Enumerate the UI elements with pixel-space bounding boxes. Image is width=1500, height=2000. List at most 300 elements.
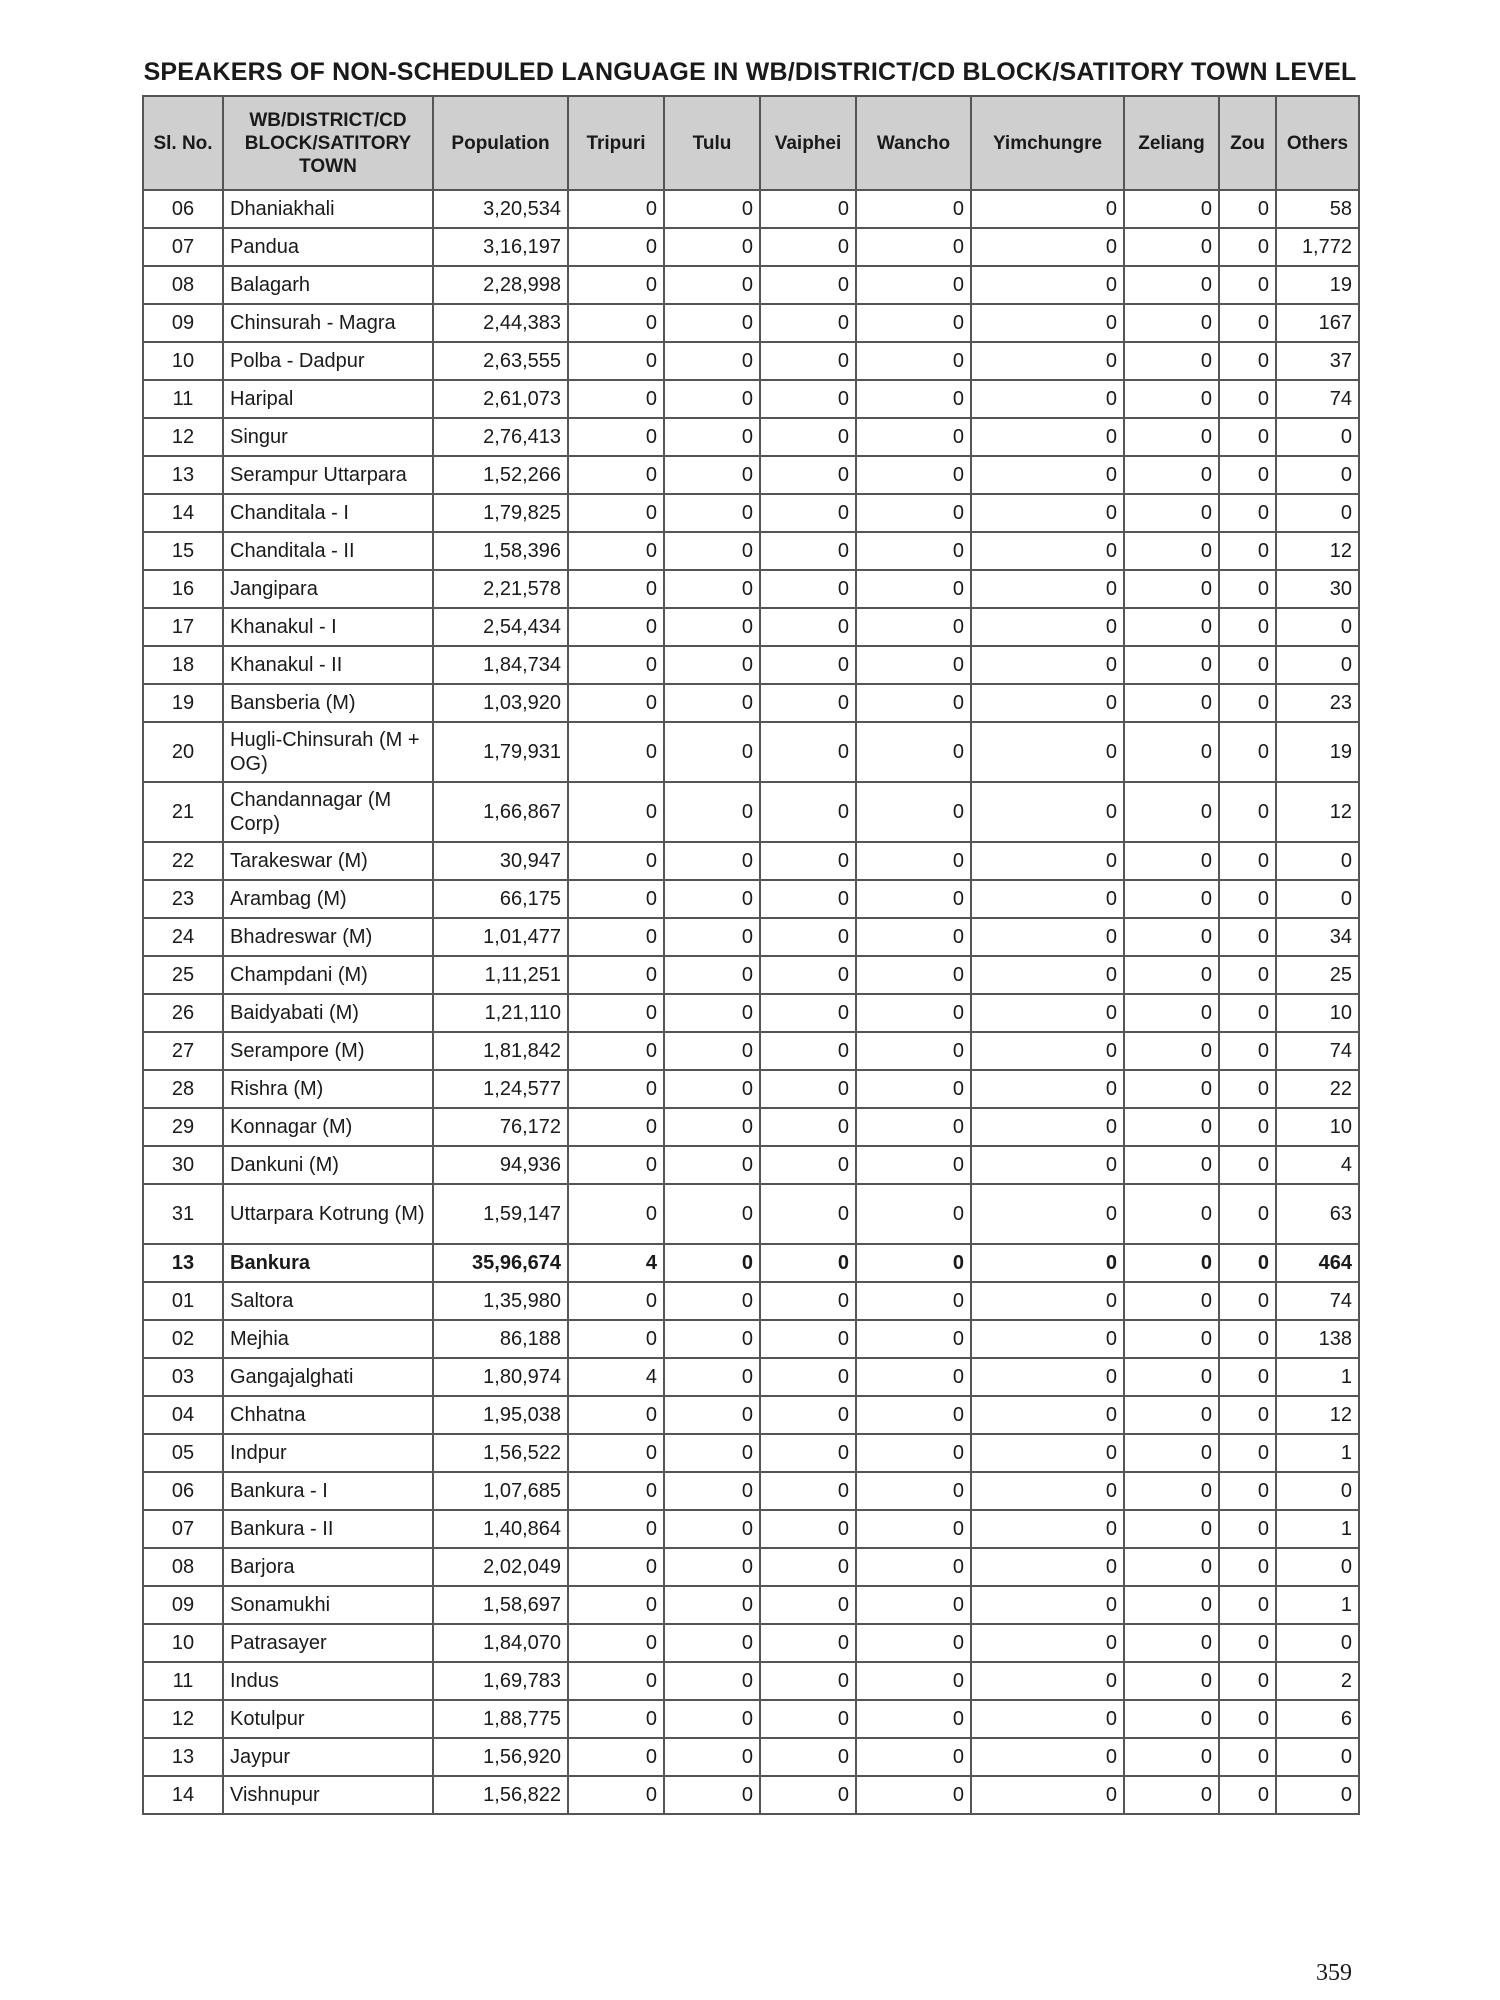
cell-name: Barjora <box>223 1548 433 1586</box>
cell-tulu: 0 <box>664 380 760 418</box>
table-row <box>143 994 1359 1032</box>
cell-wancho: 0 <box>856 1184 971 1244</box>
cell-wancho: 0 <box>856 532 971 570</box>
cell-tulu: 0 <box>664 994 760 1032</box>
cell-vaiphei: 0 <box>760 1776 856 1814</box>
cell-name: Indpur <box>223 1434 433 1472</box>
cell-yimchungre: 0 <box>971 1108 1124 1146</box>
cell-yimchungre: 0 <box>971 1738 1124 1776</box>
cell-tulu: 0 <box>664 1434 760 1472</box>
cell-population: 1,01,477 <box>433 918 568 956</box>
cell-sl-no: 23 <box>143 880 223 918</box>
cell-zou: 0 <box>1219 842 1276 880</box>
cell-zou: 0 <box>1219 722 1276 782</box>
cell-vaiphei: 0 <box>760 1510 856 1548</box>
table-row <box>143 266 1359 304</box>
cell-name: Singur <box>223 418 433 456</box>
cell-name: Patrasayer <box>223 1624 433 1662</box>
cell-name: Uttarpara Kotrung (M) <box>223 1184 433 1244</box>
table-row <box>143 1184 1359 1244</box>
cell-wancho: 0 <box>856 646 971 684</box>
column-header-zou: Zou <box>1219 96 1276 190</box>
cell-others: 37 <box>1276 342 1359 380</box>
table-row <box>143 1776 1359 1814</box>
cell-zou: 0 <box>1219 1396 1276 1434</box>
cell-others: 19 <box>1276 266 1359 304</box>
cell-sl-no: 12 <box>143 418 223 456</box>
cell-sl-no: 27 <box>143 1032 223 1070</box>
cell-tulu: 0 <box>664 190 760 228</box>
cell-wancho: 0 <box>856 1700 971 1738</box>
table-row <box>143 722 1359 782</box>
cell-zeliang: 0 <box>1124 266 1219 304</box>
cell-wancho: 0 <box>856 1396 971 1434</box>
cell-name: Bankura - I <box>223 1472 433 1510</box>
cell-vaiphei: 0 <box>760 342 856 380</box>
table-row <box>143 842 1359 880</box>
cell-sl-no: 20 <box>143 722 223 782</box>
cell-sl-no: 16 <box>143 570 223 608</box>
cell-others: 1 <box>1276 1358 1359 1396</box>
cell-sl-no: 02 <box>143 1320 223 1358</box>
cell-vaiphei: 0 <box>760 608 856 646</box>
cell-sl-no: 08 <box>143 1548 223 1586</box>
cell-name: Khanakul - II <box>223 646 433 684</box>
cell-sl-no: 06 <box>143 190 223 228</box>
cell-wancho: 0 <box>856 1146 971 1184</box>
table-row <box>143 1662 1359 1700</box>
column-header-vaiphei: Vaiphei <box>760 96 856 190</box>
cell-name: Chanditala - II <box>223 532 433 570</box>
table-row <box>143 1472 1359 1510</box>
cell-tripuri: 0 <box>568 842 664 880</box>
cell-zeliang: 0 <box>1124 1434 1219 1472</box>
page-number: 359 <box>1316 1960 1352 1986</box>
cell-zou: 0 <box>1219 1282 1276 1320</box>
cell-wancho: 0 <box>856 1472 971 1510</box>
table-row <box>143 494 1359 532</box>
cell-zou: 0 <box>1219 1070 1276 1108</box>
cell-zeliang: 0 <box>1124 1244 1219 1282</box>
cell-wancho: 0 <box>856 380 971 418</box>
cell-zeliang: 0 <box>1124 1700 1219 1738</box>
cell-tripuri: 0 <box>568 456 664 494</box>
cell-wancho: 0 <box>856 1586 971 1624</box>
cell-tripuri: 0 <box>568 722 664 782</box>
cell-name: Saltora <box>223 1282 433 1320</box>
cell-sl-no: 10 <box>143 342 223 380</box>
column-header-yimchungre: Yimchungre <box>971 96 1124 190</box>
cell-yimchungre: 0 <box>971 494 1124 532</box>
cell-name: Tarakeswar (M) <box>223 842 433 880</box>
cell-tripuri: 0 <box>568 1108 664 1146</box>
table-row <box>143 1434 1359 1472</box>
cell-wancho: 0 <box>856 1320 971 1358</box>
cell-population: 1,69,783 <box>433 1662 568 1700</box>
cell-tripuri: 4 <box>568 1358 664 1396</box>
table-row <box>143 304 1359 342</box>
cell-others: 0 <box>1276 842 1359 880</box>
cell-tripuri: 0 <box>568 1282 664 1320</box>
column-header-sl-no: Sl. No. <box>143 96 223 190</box>
cell-yimchungre: 0 <box>971 646 1124 684</box>
cell-vaiphei: 0 <box>760 532 856 570</box>
cell-tripuri: 0 <box>568 646 664 684</box>
cell-others: 0 <box>1276 1776 1359 1814</box>
cell-zou: 0 <box>1219 782 1276 842</box>
cell-sl-no: 08 <box>143 266 223 304</box>
cell-tripuri: 0 <box>568 782 664 842</box>
cell-yimchungre: 0 <box>971 1700 1124 1738</box>
cell-yimchungre: 0 <box>971 418 1124 456</box>
cell-zeliang: 0 <box>1124 532 1219 570</box>
cell-tripuri: 0 <box>568 1700 664 1738</box>
cell-tripuri: 0 <box>568 1586 664 1624</box>
cell-name: Bhadreswar (M) <box>223 918 433 956</box>
cell-vaiphei: 0 <box>760 1032 856 1070</box>
cell-yimchungre: 0 <box>971 842 1124 880</box>
cell-zou: 0 <box>1219 1320 1276 1358</box>
cell-yimchungre: 0 <box>971 608 1124 646</box>
cell-wancho: 0 <box>856 1108 971 1146</box>
cell-sl-no: 14 <box>143 1776 223 1814</box>
cell-vaiphei: 0 <box>760 1434 856 1472</box>
cell-zeliang: 0 <box>1124 1624 1219 1662</box>
cell-others: 74 <box>1276 380 1359 418</box>
cell-tripuri: 0 <box>568 1662 664 1700</box>
table-row <box>143 190 1359 228</box>
cell-others: 1 <box>1276 1586 1359 1624</box>
cell-population: 1,58,396 <box>433 532 568 570</box>
cell-sl-no: 09 <box>143 304 223 342</box>
table-row <box>143 342 1359 380</box>
cell-zou: 0 <box>1219 1700 1276 1738</box>
cell-tulu: 0 <box>664 1700 760 1738</box>
cell-wancho: 0 <box>856 570 971 608</box>
cell-vaiphei: 0 <box>760 1586 856 1624</box>
cell-zou: 0 <box>1219 1510 1276 1548</box>
table-row <box>143 918 1359 956</box>
cell-name: Haripal <box>223 380 433 418</box>
cell-tulu: 0 <box>664 1472 760 1510</box>
table-row <box>143 956 1359 994</box>
cell-population: 1,88,775 <box>433 1700 568 1738</box>
cell-others: 0 <box>1276 608 1359 646</box>
cell-zou: 0 <box>1219 1662 1276 1700</box>
column-header-tripuri: Tripuri <box>568 96 664 190</box>
table-row <box>143 1396 1359 1434</box>
cell-vaiphei: 0 <box>760 1548 856 1586</box>
cell-wancho: 0 <box>856 1776 971 1814</box>
cell-zou: 0 <box>1219 1776 1276 1814</box>
table-row <box>143 608 1359 646</box>
cell-yimchungre: 0 <box>971 1586 1124 1624</box>
cell-population: 1,52,266 <box>433 456 568 494</box>
cell-sl-no: 05 <box>143 1434 223 1472</box>
table-row <box>143 1738 1359 1776</box>
cell-yimchungre: 0 <box>971 266 1124 304</box>
cell-yimchungre: 0 <box>971 1472 1124 1510</box>
cell-population: 1,79,931 <box>433 722 568 782</box>
cell-yimchungre: 0 <box>971 918 1124 956</box>
cell-tulu: 0 <box>664 1358 760 1396</box>
cell-vaiphei: 0 <box>760 1320 856 1358</box>
cell-wancho: 0 <box>856 1070 971 1108</box>
cell-population: 1,84,070 <box>433 1624 568 1662</box>
cell-wancho: 0 <box>856 1548 971 1586</box>
cell-zou: 0 <box>1219 494 1276 532</box>
cell-tulu: 0 <box>664 1108 760 1146</box>
cell-sl-no: 15 <box>143 532 223 570</box>
cell-zeliang: 0 <box>1124 1738 1219 1776</box>
cell-wancho: 0 <box>856 342 971 380</box>
cell-tulu: 0 <box>664 304 760 342</box>
cell-zeliang: 0 <box>1124 608 1219 646</box>
cell-others: 0 <box>1276 646 1359 684</box>
cell-sl-no: 12 <box>143 1700 223 1738</box>
cell-tulu: 0 <box>664 842 760 880</box>
cell-others: 4 <box>1276 1146 1359 1184</box>
cell-tulu: 0 <box>664 722 760 782</box>
cell-vaiphei: 0 <box>760 456 856 494</box>
cell-zou: 0 <box>1219 1586 1276 1624</box>
cell-name: Jaypur <box>223 1738 433 1776</box>
cell-vaiphei: 0 <box>760 842 856 880</box>
cell-sl-no: 13 <box>143 1738 223 1776</box>
cell-tulu: 0 <box>664 608 760 646</box>
cell-zou: 0 <box>1219 456 1276 494</box>
cell-vaiphei: 0 <box>760 380 856 418</box>
cell-vaiphei: 0 <box>760 994 856 1032</box>
cell-zeliang: 0 <box>1124 782 1219 842</box>
cell-tulu: 0 <box>664 1396 760 1434</box>
cell-population: 2,02,049 <box>433 1548 568 1586</box>
table-body <box>143 190 1359 1814</box>
cell-yimchungre: 0 <box>971 456 1124 494</box>
cell-wancho: 0 <box>856 608 971 646</box>
cell-sl-no: 17 <box>143 608 223 646</box>
cell-tripuri: 0 <box>568 1146 664 1184</box>
cell-sl-no: 22 <box>143 842 223 880</box>
table-row <box>143 782 1359 842</box>
cell-tulu: 0 <box>664 782 760 842</box>
cell-tulu: 0 <box>664 1738 760 1776</box>
cell-vaiphei: 0 <box>760 722 856 782</box>
cell-zou: 0 <box>1219 570 1276 608</box>
cell-zeliang: 0 <box>1124 190 1219 228</box>
cell-tripuri: 0 <box>568 532 664 570</box>
cell-tripuri: 0 <box>568 304 664 342</box>
cell-vaiphei: 0 <box>760 1396 856 1434</box>
table-row <box>143 532 1359 570</box>
cell-zou: 0 <box>1219 266 1276 304</box>
cell-population: 1,11,251 <box>433 956 568 994</box>
cell-sl-no: 19 <box>143 684 223 722</box>
cell-population: 1,58,697 <box>433 1586 568 1624</box>
cell-sl-no: 11 <box>143 380 223 418</box>
cell-others: 12 <box>1276 1396 1359 1434</box>
table-row <box>143 1358 1359 1396</box>
cell-vaiphei: 0 <box>760 266 856 304</box>
table-row <box>143 1586 1359 1624</box>
cell-zou: 0 <box>1219 608 1276 646</box>
cell-tulu: 0 <box>664 1586 760 1624</box>
cell-vaiphei: 0 <box>760 880 856 918</box>
cell-yimchungre: 0 <box>971 1662 1124 1700</box>
cell-zeliang: 0 <box>1124 228 1219 266</box>
cell-zou: 0 <box>1219 918 1276 956</box>
cell-others: 0 <box>1276 1738 1359 1776</box>
cell-tripuri: 0 <box>568 342 664 380</box>
cell-zeliang: 0 <box>1124 918 1219 956</box>
cell-tulu: 0 <box>664 1184 760 1244</box>
cell-name: Jangipara <box>223 570 433 608</box>
cell-sl-no: 03 <box>143 1358 223 1396</box>
cell-vaiphei: 0 <box>760 782 856 842</box>
cell-zou: 0 <box>1219 1548 1276 1586</box>
cell-tripuri: 0 <box>568 380 664 418</box>
cell-zeliang: 0 <box>1124 304 1219 342</box>
cell-wancho: 0 <box>856 684 971 722</box>
cell-tripuri: 0 <box>568 1070 664 1108</box>
cell-sl-no: 31 <box>143 1184 223 1244</box>
cell-zeliang: 0 <box>1124 880 1219 918</box>
cell-wancho: 0 <box>856 266 971 304</box>
cell-tripuri: 0 <box>568 1548 664 1586</box>
cell-tripuri: 0 <box>568 494 664 532</box>
cell-population: 2,28,998 <box>433 266 568 304</box>
cell-yimchungre: 0 <box>971 228 1124 266</box>
table-row <box>143 1146 1359 1184</box>
cell-zeliang: 0 <box>1124 1662 1219 1700</box>
cell-zou: 0 <box>1219 380 1276 418</box>
cell-population: 1,79,825 <box>433 494 568 532</box>
cell-yimchungre: 0 <box>971 1624 1124 1662</box>
cell-wancho: 0 <box>856 994 971 1032</box>
cell-wancho: 0 <box>856 1032 971 1070</box>
cell-vaiphei: 0 <box>760 918 856 956</box>
cell-tulu: 0 <box>664 342 760 380</box>
cell-others: 0 <box>1276 880 1359 918</box>
cell-zeliang: 0 <box>1124 1396 1219 1434</box>
table-row <box>143 1108 1359 1146</box>
cell-zeliang: 0 <box>1124 342 1219 380</box>
cell-others: 58 <box>1276 190 1359 228</box>
cell-tripuri: 0 <box>568 570 664 608</box>
cell-vaiphei: 0 <box>760 1662 856 1700</box>
table-row <box>143 456 1359 494</box>
cell-zou: 0 <box>1219 1146 1276 1184</box>
cell-tripuri: 0 <box>568 684 664 722</box>
cell-vaiphei: 0 <box>760 1624 856 1662</box>
cell-name: Pandua <box>223 228 433 266</box>
table-row <box>143 1032 1359 1070</box>
cell-population: 2,44,383 <box>433 304 568 342</box>
cell-zeliang: 0 <box>1124 1548 1219 1586</box>
cell-tulu: 0 <box>664 1548 760 1586</box>
cell-sl-no: 26 <box>143 994 223 1032</box>
cell-wancho: 0 <box>856 494 971 532</box>
cell-others: 19 <box>1276 722 1359 782</box>
cell-wancho: 0 <box>856 880 971 918</box>
column-header-zeliang: Zeliang <box>1124 96 1219 190</box>
cell-tripuri: 0 <box>568 918 664 956</box>
cell-wancho: 0 <box>856 228 971 266</box>
cell-zeliang: 0 <box>1124 380 1219 418</box>
page-title: SPEAKERS OF NON-SCHEDULED LANGUAGE IN WB/DISTRICT/CD BLOCK/SATITORY TOWN LEVEL <box>143 58 1357 86</box>
cell-population: 1,66,867 <box>433 782 568 842</box>
cell-vaiphei: 0 <box>760 684 856 722</box>
cell-vaiphei: 0 <box>760 646 856 684</box>
cell-others: 464 <box>1276 1244 1359 1282</box>
cell-yimchungre: 0 <box>971 1146 1124 1184</box>
cell-tulu: 0 <box>664 1510 760 1548</box>
language-table <box>142 95 1360 1815</box>
cell-zou: 0 <box>1219 228 1276 266</box>
cell-population: 30,947 <box>433 842 568 880</box>
cell-others: 74 <box>1276 1282 1359 1320</box>
cell-tulu: 0 <box>664 1662 760 1700</box>
cell-population: 1,24,577 <box>433 1070 568 1108</box>
cell-population: 35,96,674 <box>433 1244 568 1282</box>
cell-name: Bankura - II <box>223 1510 433 1548</box>
cell-zeliang: 0 <box>1124 1184 1219 1244</box>
cell-zou: 0 <box>1219 1738 1276 1776</box>
cell-others: 0 <box>1276 1548 1359 1586</box>
cell-zou: 0 <box>1219 994 1276 1032</box>
cell-others: 2 <box>1276 1662 1359 1700</box>
table-row <box>143 228 1359 266</box>
cell-sl-no: 01 <box>143 1282 223 1320</box>
header-row <box>143 96 1359 190</box>
cell-vaiphei: 0 <box>760 304 856 342</box>
cell-population: 2,54,434 <box>433 608 568 646</box>
cell-others: 0 <box>1276 456 1359 494</box>
cell-others: 167 <box>1276 304 1359 342</box>
cell-tulu: 0 <box>664 956 760 994</box>
cell-population: 1,35,980 <box>433 1282 568 1320</box>
cell-zou: 0 <box>1219 190 1276 228</box>
cell-vaiphei: 0 <box>760 1244 856 1282</box>
cell-vaiphei: 0 <box>760 190 856 228</box>
column-header-name: WB/DISTRICT/CD BLOCK/SATITORY TOWN <box>223 96 433 190</box>
cell-wancho: 0 <box>856 456 971 494</box>
cell-name: Rishra (M) <box>223 1070 433 1108</box>
cell-tripuri: 0 <box>568 418 664 456</box>
cell-vaiphei: 0 <box>760 570 856 608</box>
cell-vaiphei: 0 <box>760 956 856 994</box>
cell-tulu: 0 <box>664 532 760 570</box>
cell-yimchungre: 0 <box>971 1358 1124 1396</box>
cell-yimchungre: 0 <box>971 1396 1124 1434</box>
cell-zeliang: 0 <box>1124 1070 1219 1108</box>
cell-zeliang: 0 <box>1124 494 1219 532</box>
cell-yimchungre: 0 <box>971 1070 1124 1108</box>
district-row <box>143 1244 1359 1282</box>
cell-vaiphei: 0 <box>760 418 856 456</box>
cell-others: 10 <box>1276 1108 1359 1146</box>
cell-yimchungre: 0 <box>971 532 1124 570</box>
cell-others: 0 <box>1276 418 1359 456</box>
table-row <box>143 684 1359 722</box>
cell-yimchungre: 0 <box>971 1032 1124 1070</box>
cell-name: Chinsurah - Magra <box>223 304 433 342</box>
cell-sl-no: 04 <box>143 1396 223 1434</box>
cell-population: 1,59,147 <box>433 1184 568 1244</box>
cell-vaiphei: 0 <box>760 1070 856 1108</box>
cell-sl-no: 14 <box>143 494 223 532</box>
table-row <box>143 418 1359 456</box>
